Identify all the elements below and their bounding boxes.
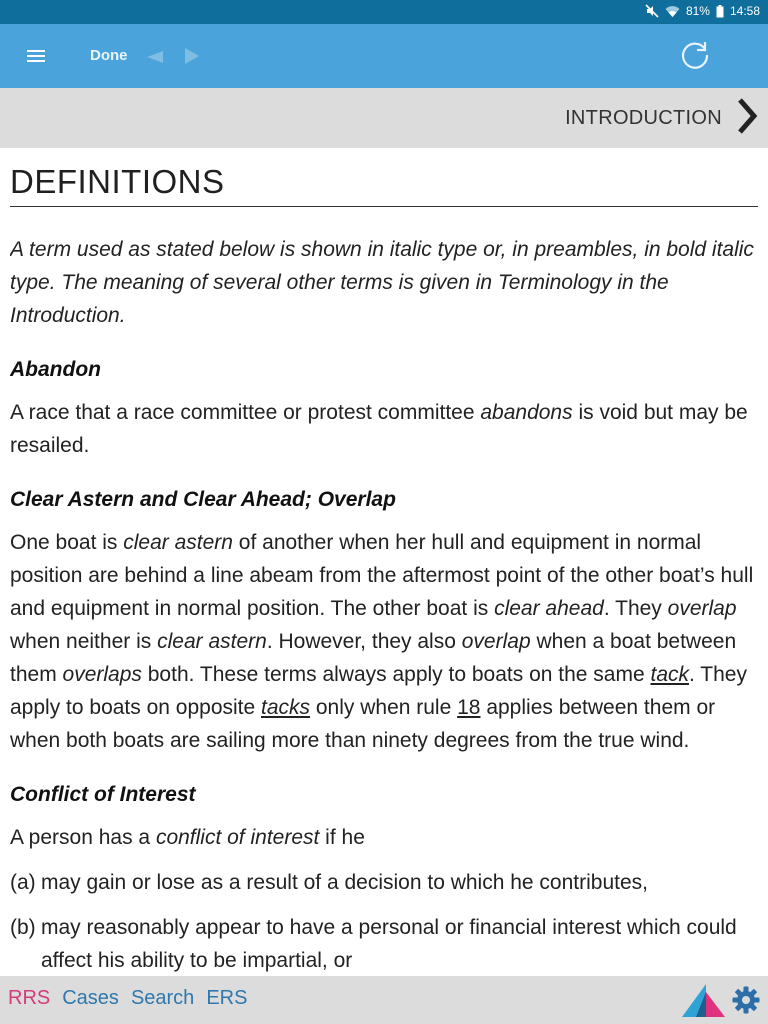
section-nav bbox=[0, 88, 768, 148]
wifi-icon bbox=[665, 5, 680, 18]
list-marker: (b) bbox=[10, 916, 36, 939]
mute-icon bbox=[645, 4, 659, 18]
menu-icon[interactable] bbox=[24, 44, 48, 68]
defined-term: abandons bbox=[480, 401, 573, 424]
list-text: may gain or lose as a result of a decision to which he contributes, bbox=[41, 871, 648, 894]
done-button[interactable]: Done bbox=[90, 47, 128, 64]
defined-term: conflict of interest bbox=[155, 826, 320, 849]
tab-cases[interactable]: Cases bbox=[62, 987, 119, 1009]
status-bar bbox=[0, 0, 768, 24]
bottom-bar bbox=[0, 976, 768, 1024]
tab-rrs[interactable]: RRS bbox=[8, 987, 51, 1009]
term-heading-abandon: Abandon bbox=[10, 358, 101, 381]
next-section-label: INTRODUCTION bbox=[565, 106, 722, 129]
next-arrow-icon[interactable] bbox=[184, 48, 200, 69]
defined-term: clear ahead bbox=[494, 597, 604, 620]
battery-icon bbox=[716, 5, 724, 18]
list-text: may reasonably appear to have a personal or financial interest which could affect his ability to be impartial, or bbox=[41, 916, 737, 972]
tab-search[interactable]: Search bbox=[130, 987, 195, 1009]
intro-paragraph: A term used as stated below is shown in italic type or, in preambles, in bold italic type. The meaning of several other terms is given in Terminology in the Introduction. bbox=[10, 238, 754, 327]
status-icons bbox=[645, 4, 760, 18]
definition-abandon: A race that a race committee or protest committee abandons is void but may be resailed. bbox=[10, 401, 748, 457]
next-section-link[interactable] bbox=[565, 98, 758, 138]
list-item bbox=[10, 866, 758, 899]
rule-link-18[interactable]: 18 bbox=[457, 696, 481, 719]
page-title: DEFINITIONS bbox=[10, 162, 758, 207]
battery-level: 81% bbox=[685, 4, 710, 18]
term-link-tack[interactable]: tack bbox=[650, 663, 689, 686]
list-item bbox=[10, 911, 758, 972]
refresh-icon[interactable] bbox=[679, 39, 711, 71]
sail-logo-icon bbox=[682, 982, 726, 1023]
defined-term: overlap bbox=[461, 630, 531, 653]
defined-term: clear astern bbox=[157, 630, 267, 653]
chevron-right-icon bbox=[736, 98, 758, 139]
definition-clear-astern: One boat is clear astern of another when her hull and equipment in normal position are behind a line abeam from the aftermost point of the other boat’s hull and equipment in normal position. The other boat is clear ahead. They overlap when neither is clear astern. However, they also overlap when a boat between them overlaps both. These terms always apply to boats on the same tack. They apply to boats on opposite tacks only when rule 18 applies between them or when both boats are sailing more than ninety degrees from the true wind. bbox=[10, 531, 754, 752]
tab-ers[interactable]: ERS bbox=[206, 987, 248, 1009]
defined-term: clear astern bbox=[123, 531, 233, 554]
defined-term: overlaps bbox=[62, 663, 142, 686]
rule-content bbox=[10, 148, 758, 972]
clock: 14:58 bbox=[729, 4, 760, 18]
term-heading-clear-astern: Clear Astern and Clear Ahead; Overlap bbox=[10, 488, 396, 511]
bottom-tabs bbox=[8, 987, 247, 1010]
app-bar bbox=[0, 24, 768, 88]
defined-term: overlap bbox=[667, 597, 737, 620]
list-marker: (a) bbox=[10, 871, 36, 894]
definition-conflict-of-interest: A person has a conflict of interest if he bbox=[10, 826, 365, 849]
gear-icon[interactable] bbox=[731, 985, 761, 1020]
term-link-tacks[interactable]: tacks bbox=[261, 696, 311, 719]
term-heading-conflict-of-interest: Conflict of Interest bbox=[10, 783, 196, 806]
prev-arrow-icon[interactable] bbox=[146, 50, 164, 68]
